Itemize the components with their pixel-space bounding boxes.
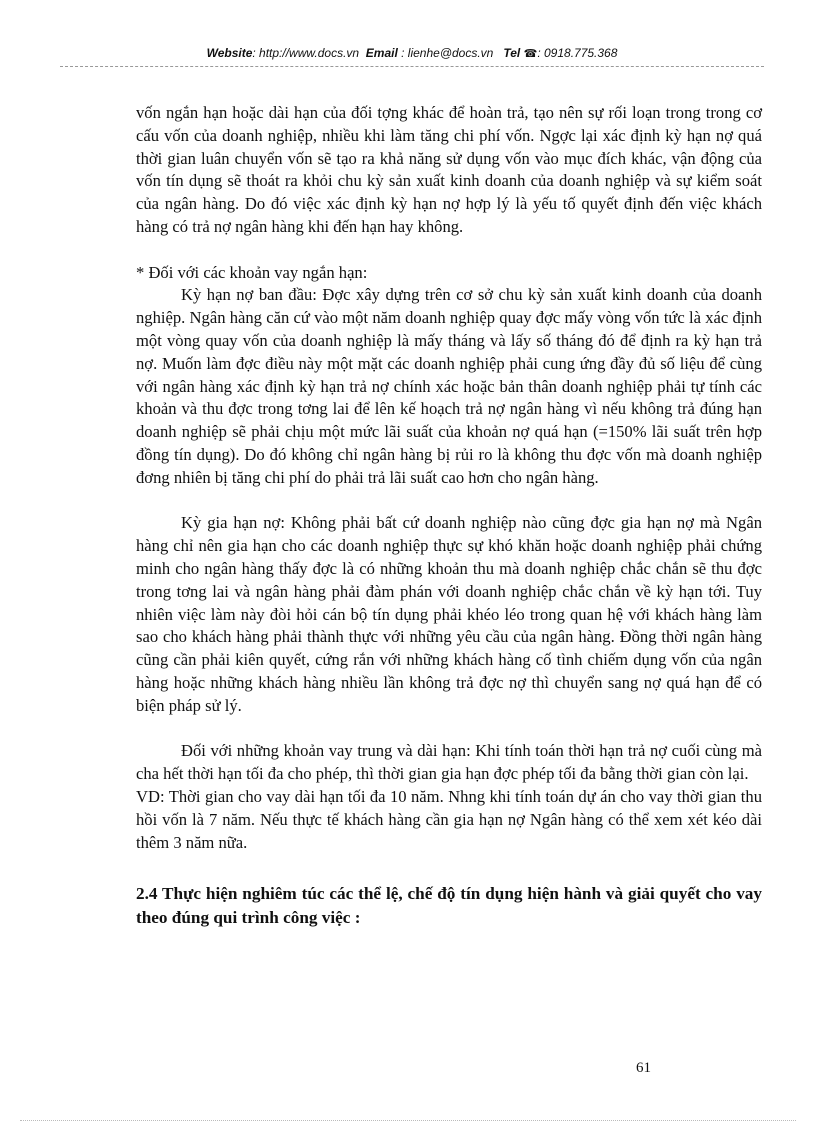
footer-divider — [20, 1120, 796, 1121]
paragraph-5: Đối với những khoản vay trung và dài hạn: Khi tính toán thời hạn trả nợ cuối cùng mà cha hết thời hạn tối đa cho phép, thì thời gian gia hạn đợc phép tối đa bằng thời gian còn lại. — [136, 741, 762, 784]
paragraph-4: Kỳ gia hạn nợ: Không phải bất cứ doanh nghiệp nào cũng đợc gia hạn nợ mà Ngân hàng chỉ nên gia hạn cho các doanh nghiệp thực sự khó khăn hoặc doanh nghiệp phải chứng minh cho ngân hàng thấy đợc là có những khoản thu mà doanh nghiệp chắc chắn sẽ thu đợc trong tơng lai và ngân hàng phải đàm phán với doanh nghiệp chắc chắn về kỳ hạn tới. Tuy nhiên việc làm này đòi hỏi cán bộ tín dụng phải khéo léo trong quan hệ với khách hàng làm sao cho khách hàng phải thành thực với những yêu cầu của ngân hàng. Đồng thời ngân hàng cũng cần phải kiên quyết, cứng rắn với những khách hàng cố tình chiếm dụng vốn của ngân hàng hoặc những khách hàng nhiều lần không trả đợc nợ thì chuyển sang nợ quá hạn để có biện pháp sử lý. — [136, 513, 762, 715]
spacer — [136, 490, 762, 513]
email-value: : lienhe@docs.vn — [401, 46, 494, 60]
spacer — [136, 854, 762, 882]
tel-label: Tel — [503, 46, 521, 60]
phone-icon: ☎ — [523, 48, 538, 60]
email-label: Email — [365, 46, 398, 60]
section-heading: 2.4 Thực hiện nghiêm túc các thể lệ, chế độ tín dụng hiện hành và giải quyết cho vay theo đúng qui trình công việc : — [136, 884, 762, 928]
page-number: 61 — [636, 1060, 651, 1076]
spacer — [136, 718, 762, 741]
header-divider — [60, 66, 764, 67]
paragraph-1: vốn ngắn hạn hoặc dài hạn của đối tợng khác để hoàn trả, tạo nên sự rối loạn trong trong cơ cấu vốn của doanh nghiệp, nhiều khi làm tăng chi phí vốn. Ngợc lại xác định kỳ hạn nợ quá thời gian luân chuyển vốn sẽ tạo ra khả năng sử dụng vốn vào mục đích khác, vận động của vốn tín dụng sẽ thoát ra khỏi chu kỳ sản xuất kinh doanh của doanh nghiệp và sự kiểm soát của ngân hàng. Do đó việc xác định kỳ hạn nợ hợp lý là yếu tố quyết định đến việc khách hàng có trả nợ ngân hàng khi đến hạn hay không. — [136, 103, 762, 236]
website-value: : http://www.docs.vn — [252, 46, 360, 60]
page-header — [60, 46, 764, 60]
spacer — [136, 239, 762, 262]
tel-value: : 0918.775.368 — [537, 46, 618, 60]
paragraph-3: Kỳ hạn nợ ban đầu: Đợc xây dựng trên cơ sở chu kỳ sản xuất kinh doanh của doanh nghiệp. Ngân hàng căn cứ vào một năm doanh nghiệp quay đợc mấy vòng vốn tức là xác định một vòng quay vốn của doanh nghiệp là mấy tháng và lấy số tháng đó để định ra kỳ hạn trả nợ. Muốn làm đợc điều này một mặt các doanh nghiệp phải cung ứng đầy đủ số liệu để cùng với ngân hàng xác định kỳ hạn trả nợ chính xác hoặc bản thân doanh nghiệp phải tự tính các khoản và thu đợc trong tơng lai để lên kế hoạch trả nợ ngân hàng vì nếu không trả đúng hạn doanh nghiệp sẽ phải chịu một mức lãi suất của khoản nợ quá hạn (=150% lãi suất trên hợp đồng tín dụng). Do đó không chỉ ngân hàng bị rủi ro là không thu đợc vốn mà doanh nghiệp đơng nhiên bị tăng chi phí do phải trả lãi suất cao hơn cho ngân hàng. — [136, 285, 762, 487]
website-label: Website — [206, 46, 253, 60]
document-body — [136, 102, 762, 930]
paragraph-2: * Đối với các khoản vay ngắn hạn: — [136, 262, 368, 282]
paragraph-6: VD: Thời gian cho vay dài hạn tối đa 10 năm. Nhng khi tính toán dự án cho vay thời gian thu hồi vốn là 7 năm. Nếu thực tế khách hàng cần gia hạn nợ Ngân hàng có thể xem xét kéo dài thêm 3 năm nữa. — [136, 786, 762, 852]
